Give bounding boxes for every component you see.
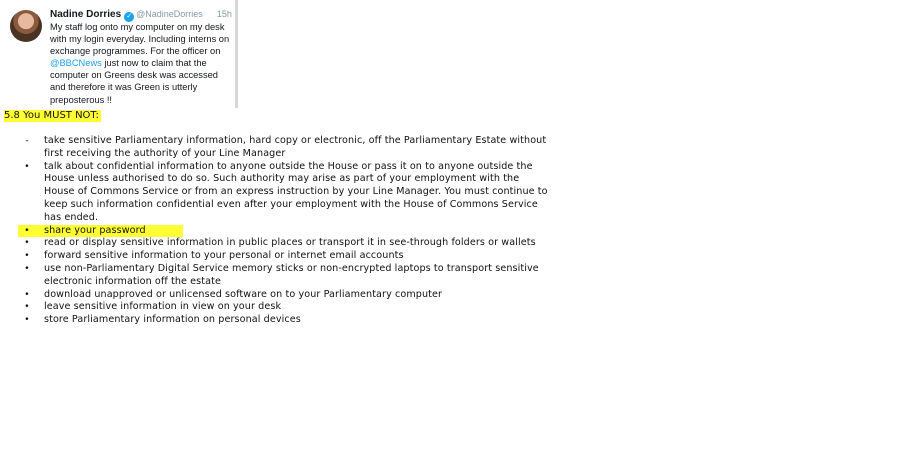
- tweet-card: [0, 0, 238, 108]
- rule-text: use non-Parliamentary Digital Service memory sticks or non-encrypted laptops to transport sensitive electronic information off the estate: [44, 262, 539, 287]
- rule-text: take sensitive Parliamentary information, hard copy or electronic, off the Parliamentary Estate without first receiving the authority of your Line Manager: [44, 135, 547, 159]
- list-bullet: •: [24, 225, 30, 236]
- list-bullet: •: [24, 302, 30, 313]
- list-item-highlighted: [18, 225, 552, 238]
- tweet-author-name[interactable]: Nadine Dorries: [50, 9, 122, 20]
- list-item: [22, 161, 552, 225]
- avatar[interactable]: [10, 10, 42, 42]
- rule-text: leave sensitive information in view on your desk: [44, 301, 282, 313]
- rules-list: [22, 135, 552, 327]
- list-bullet: •: [24, 289, 30, 300]
- tweet-mention-link[interactable]: @BBCNews: [50, 58, 102, 69]
- rule-text: store Parliamentary information on personal devices: [44, 314, 301, 326]
- tweet-author-handle[interactable]: @NadineDorries: [136, 9, 203, 19]
- tweet-timestamp[interactable]: 15h: [216, 9, 232, 19]
- list-item: [22, 289, 552, 302]
- list-bullet: •: [24, 251, 30, 262]
- list-bullet: -: [25, 136, 29, 146]
- list-bullet: •: [24, 315, 30, 326]
- list-item: [22, 135, 552, 161]
- tweet-text: [50, 21, 232, 106]
- rule-text: share your password: [44, 224, 146, 236]
- rule-text: download unapproved or unlicensed software on to your Parliamentary computer: [44, 288, 443, 300]
- list-bullet: •: [24, 238, 30, 249]
- verified-badge-icon: ✓: [124, 12, 134, 22]
- rule-text: read or display sensitive information in public places or transport it in see-through folders or wallets: [44, 237, 536, 249]
- list-bullet: •: [24, 263, 30, 274]
- tweet-text-part2: just now to claim that the computer on Greens desk was accessed and therefore it was Green is utterly preposterous !!: [50, 58, 218, 105]
- list-item: [22, 250, 552, 263]
- tweet-header: [50, 8, 232, 22]
- rule-text: forward sensitive information to your personal or internet email accounts: [44, 250, 404, 262]
- list-bullet: •: [24, 161, 30, 172]
- list-item: [22, 301, 552, 314]
- section-heading: 5.8 You MUST NOT:: [4, 110, 99, 121]
- list-item: [22, 237, 552, 250]
- list-item: [22, 263, 552, 289]
- tweet-text-part1: My staff log onto my computer on my desk with my login everyday. Including interns on exchange programmes. For the officer on: [50, 22, 230, 57]
- list-item: [22, 314, 552, 327]
- rule-text: talk about confidential information to anyone outside the House or pass it on to anyone outside the House unless authorised to do so. Such authority may arise as part of your employment with the House of Commons Service or from an express instruction by your Line Manager. You must continue to keep such information confidential even after your employment with the House of Commons Service has ended.: [44, 160, 548, 223]
